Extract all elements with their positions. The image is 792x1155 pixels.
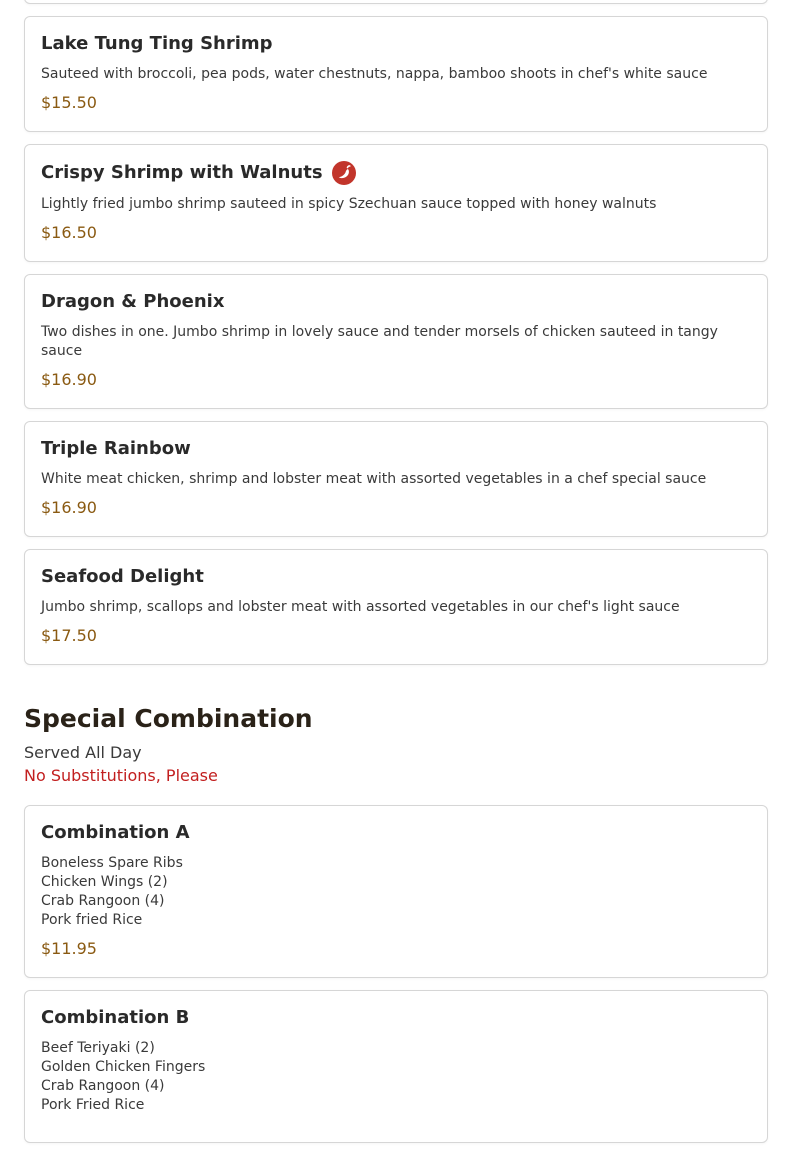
combination-line: Crab Rangoon (4) — [41, 893, 165, 909]
menu-item-card[interactable] — [24, 421, 768, 537]
item-description: Lightly fried jumbo shrimp sauteed in spicy Szechuan sauce topped with honey walnuts — [41, 196, 657, 212]
combination-card[interactable] — [24, 805, 768, 978]
item-price: $16.90 — [41, 370, 97, 389]
menu-item-card[interactable] — [24, 144, 768, 262]
combination-line: Beef Teriyaki (2) — [41, 1040, 155, 1056]
combination-line: Golden Chicken Fingers — [41, 1059, 206, 1075]
menu-item-card[interactable] — [24, 274, 768, 409]
combination-line: Boneless Spare Ribs — [41, 855, 183, 871]
menu-page — [24, 0, 768, 1155]
section-note: No Substitutions, Please — [24, 766, 218, 785]
item-price: $11.95 — [41, 939, 97, 958]
combination-line: Pork fried Rice — [41, 912, 143, 928]
item-title: Combination B — [41, 1007, 190, 1028]
combination-contents — [41, 854, 751, 930]
section-title: Special Combination — [24, 704, 313, 733]
item-title: Seafood Delight — [41, 566, 204, 587]
item-description: Sauteed with broccoli, pea pods, water chestnuts, nappa, bamboo shoots in chef's white sauce — [41, 66, 708, 82]
menu-item-card[interactable] — [24, 549, 768, 665]
item-price: $16.90 — [41, 498, 97, 517]
menu-item-card-partial — [24, 0, 768, 4]
item-title: Dragon & Phoenix — [41, 291, 225, 312]
item-title: Lake Tung Ting Shrimp — [41, 33, 273, 54]
combination-line: Crab Rangoon (4) — [41, 1078, 165, 1094]
item-description: Jumbo shrimp, scallops and lobster meat with assorted vegetables in our chef's light sauce — [41, 599, 680, 615]
special-combination-section — [24, 703, 768, 787]
section-subtitle: Served All Day — [24, 743, 142, 762]
item-title: Combination A — [41, 822, 190, 843]
menu-item-card[interactable] — [24, 16, 768, 132]
item-title: Crispy Shrimp with Walnuts — [41, 162, 323, 183]
item-price: $15.50 — [41, 93, 97, 112]
combination-contents — [41, 1039, 751, 1115]
item-title: Triple Rainbow — [41, 438, 191, 459]
item-price: $17.50 — [41, 626, 97, 645]
combination-line: Chicken Wings (2) — [41, 874, 168, 890]
combination-line: Pork Fried Rice — [41, 1097, 145, 1113]
combination-card[interactable] — [24, 990, 768, 1143]
item-description: Two dishes in one. Jumbo shrimp in lovely sauce and tender morsels of chicken sauteed in tangy sauce — [41, 324, 718, 359]
item-description: White meat chicken, shrimp and lobster meat with assorted vegetables in a chef special sauce — [41, 471, 707, 487]
item-price: $16.50 — [41, 223, 97, 242]
item-title-row — [41, 161, 751, 185]
chili-pepper-icon — [332, 161, 356, 185]
